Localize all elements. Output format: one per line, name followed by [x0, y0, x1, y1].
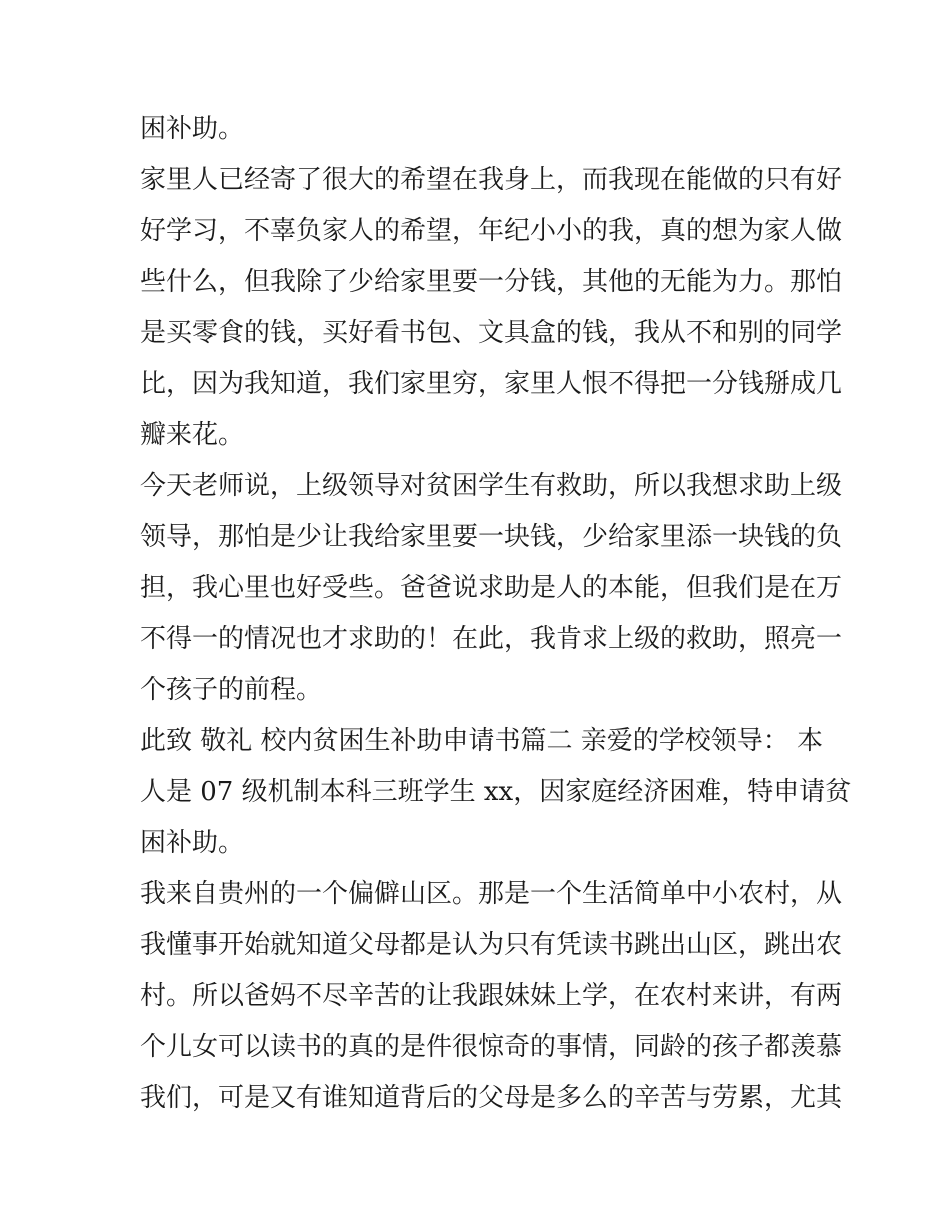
- text-line: 担，我心里也好受些。爸爸说求助是人的本能，但我们是在万: [140, 573, 843, 603]
- text-line: 瓣来花。: [140, 420, 245, 450]
- text-line: 领导，那怕是少让我给家里要一块钱，少给家里添一块钱的负: [140, 522, 843, 552]
- text-line: 好学习，不辜负家人的希望，年纪小小的我，真的想为家人做: [140, 216, 843, 246]
- text-line: 个儿女可以读书的真的是件很惊奇的事情，同龄的孩子都羡慕: [140, 1032, 843, 1062]
- text-line: 困补助。: [140, 114, 245, 144]
- text-line: 我来自贵州的一个偏僻山区。那是一个生活简单中小农村，从: [140, 879, 843, 909]
- text-line: 人是 07 级机制本科三班学生 xx，因家庭经济困难，特申请贫: [140, 777, 852, 807]
- text-line: 不得一的情况也才求助的！在此，我肯求上级的救助，照亮一: [140, 624, 843, 654]
- text-line: 我懂事开始就知道父母都是认为只有凭读书跳出山区，跳出农: [140, 930, 843, 960]
- text-line: 困补助。: [140, 828, 245, 858]
- text-line: 个孩子的前程。: [140, 675, 323, 705]
- text-line: 此致 敬礼 校内贫困生补助申请书篇二 亲爱的学校领导： 本: [140, 726, 824, 756]
- text-line: 些什么，但我除了少给家里要一分钱，其他的无能为力。那怕: [140, 267, 843, 297]
- text-line: 家里人已经寄了很大的希望在我身上，而我现在能做的只有好: [140, 165, 843, 195]
- text-line: 是买零食的钱，买好看书包、文具盒的钱，我从不和别的同学: [140, 318, 843, 348]
- text-line: 我们，可是又有谁知道背后的父母是多么的辛苦与劳累，尤其: [140, 1083, 843, 1113]
- document-body: [140, 104, 852, 1124]
- text-line: 今天老师说，上级领导对贫困学生有救助，所以我想求助上级: [140, 471, 843, 501]
- text-line: 村。所以爸妈不尽辛苦的让我跟妹妹上学，在农村来讲，有两: [140, 981, 843, 1011]
- text-line: 比，因为我知道，我们家里穷，家里人恨不得把一分钱掰成几: [140, 369, 843, 399]
